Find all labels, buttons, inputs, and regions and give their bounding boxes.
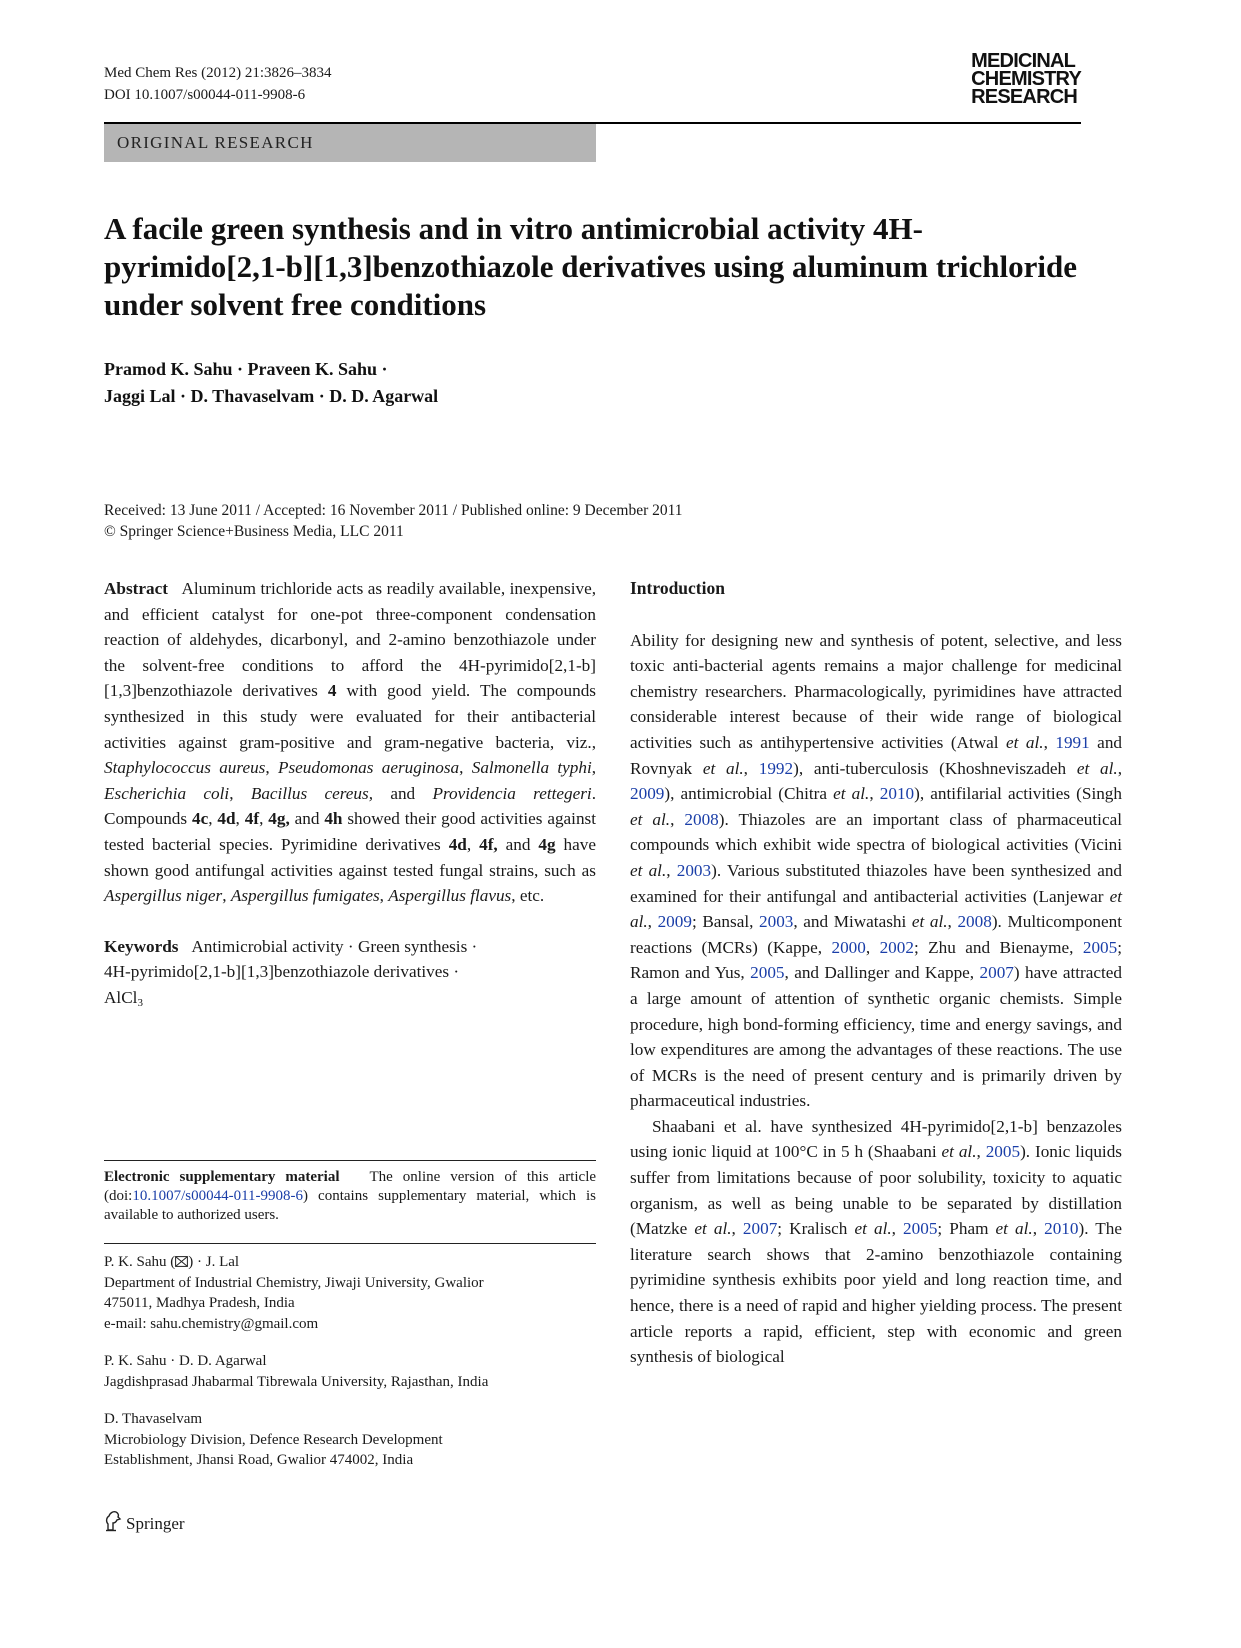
introduction-column — [630, 576, 1122, 1370]
citation-etal: et al. — [854, 1219, 892, 1239]
compound-ref: 4d — [448, 834, 467, 854]
citation-etal: et al. — [630, 860, 667, 880]
citation-etal: et al. — [833, 784, 870, 804]
abstract-text: , — [265, 758, 278, 778]
species-name: Aspergillus flavus — [388, 886, 512, 906]
introduction-paragraph — [630, 628, 1122, 1114]
author-list — [104, 356, 438, 410]
citation-link[interactable]: 2010 — [1044, 1219, 1079, 1239]
abstract-text: , — [235, 809, 245, 829]
affiliation-line: Establishment, Jhansi Road, Gwalior 474002, India — [104, 1452, 414, 1468]
compound-ref: 4g — [538, 834, 556, 854]
citation-link[interactable]: 2009 — [657, 912, 692, 932]
paragraph-text: , — [1117, 758, 1123, 778]
compound-ref: 4c — [191, 809, 209, 829]
compound-ref: 4h — [324, 809, 343, 829]
citation-link[interactable]: 2009 — [630, 784, 665, 804]
paragraph-text: ; Bansal, — [691, 912, 760, 932]
paragraph-text: ), anti-tuberculosis (Khoshneviszadeh — [793, 758, 1077, 778]
citation-link[interactable]: 1991 — [1055, 732, 1090, 752]
citation-link[interactable]: 2008 — [684, 809, 719, 829]
citation-etal: et al. — [694, 1219, 732, 1239]
abstract-text: , — [208, 809, 218, 829]
keywords — [104, 934, 596, 1017]
paragraph-text: ). Thiazoles are an important class of pharmaceutical compounds which exhibit wide spectra of biological activities (Vicini — [630, 809, 1122, 855]
keyword-line: AlCl — [104, 987, 138, 1007]
citation-link[interactable]: 2007 — [742, 1219, 778, 1239]
logo-line: CHEMISTRY — [971, 68, 1081, 90]
paragraph-text: , — [865, 937, 880, 957]
species-name: Aspergillus niger — [104, 886, 223, 906]
citation-link[interactable]: 2010 — [879, 784, 915, 804]
keyword-line: 4H-pyrimido[2,1-b][1,3]benzothiazole derivatives · — [104, 962, 460, 982]
journal-reference: Med Chem Res (2012) 21:3826–3834 — [104, 65, 332, 81]
footnote-rule — [104, 1243, 596, 1244]
citation-etal: et al. — [911, 912, 948, 932]
species-name: Bacillus cereus, — [250, 783, 373, 803]
abstract-text: , — [259, 809, 269, 829]
citation-link[interactable]: 2000 — [831, 937, 866, 957]
publication-dates — [104, 500, 683, 542]
paragraph-text: Ability for designing new and synthesis of potent, selective, and less toxic anti-bacterial agents remains a major challenge for medicinal chemistry researchers. Pharmacologically, pyrimidines have attracted considerable interest because of their wide range of biological activities such as antihypertensive activities (Atwal — [630, 630, 1122, 752]
copyright-line: © Springer Science+Business Media, LLC 2011 — [104, 523, 404, 540]
citation-link[interactable]: 1992 — [758, 758, 794, 778]
paragraph-text: , — [743, 758, 759, 778]
publisher-footer — [104, 1510, 185, 1537]
author-line: Pramod K. Sahu · Praveen K. Sahu · — [104, 359, 388, 379]
paragraph-text: , — [891, 1219, 904, 1239]
compound-ref: 4d — [217, 809, 236, 829]
paragraph-text: ), antimicrobial (Chitra — [664, 784, 834, 804]
compound-ref: 4 — [327, 681, 337, 701]
species-name: Escherichia coli — [104, 783, 230, 803]
affiliation-line: Jagdishprasad Jhabarmal Tibrewala University, Rajasthan, India — [104, 1373, 489, 1390]
logo-line: MEDICINAL — [971, 50, 1076, 72]
abstract-text: , — [229, 783, 251, 803]
springer-knight-icon — [104, 1510, 122, 1537]
abstract-text: and — [497, 834, 539, 854]
journal-logo — [971, 52, 1081, 106]
affiliation-names: D. Thavaselvam — [104, 1411, 203, 1427]
abstract-text: , — [222, 886, 231, 906]
abstract-text: showed their good activities against tested bacterial species. Pyrimidine derivatives — [104, 809, 597, 854]
abstract-text: , — [379, 886, 389, 906]
abstract — [104, 576, 596, 909]
paragraph-text: , — [976, 1142, 986, 1162]
publisher-name: Springer — [126, 1513, 185, 1533]
section-heading: Introduction — [630, 578, 725, 598]
compound-ref: 4f, — [479, 834, 498, 854]
abstract-text: Aluminum trichloride acts as readily available, inexpensive, and efficient catalyst for one-pot three-component condensation reaction of aldehydes, dicarbonyl, and 2-amino benzothiazole under the solvent-free conditions to afford the 4H-pyrimido[2,1-b][1,3]benzothiazole derivatives — [104, 579, 596, 701]
citation-etal: et al. — [1006, 732, 1044, 752]
citation-link[interactable]: 2005 — [985, 1142, 1021, 1162]
section-banner-label: ORIGINAL RESEARCH — [117, 133, 314, 152]
supplementary-doi-link[interactable]: 10.1007/s00044-011-9908-6 — [132, 1188, 304, 1204]
citation-etal: et al. — [995, 1219, 1033, 1239]
citation-etal: et al. — [630, 886, 1122, 932]
paragraph-text: ). Ionic liquids suffer from limitations because of poor solubility, toxicity to aquatic organism, as well as being unable to be separated by distillation (Matzke — [630, 1142, 1122, 1239]
abstract-text: , — [459, 758, 472, 778]
paragraph-text: , — [1043, 732, 1056, 752]
keywords-heading: Keywords — [104, 936, 179, 956]
article-title: A facile green synthesis and in vitro antimicrobial activity 4H-pyrimido[2,1-b][1,3]benzothiazole derivatives using aluminum trichloride under solvent free conditions — [104, 211, 1078, 322]
paragraph-text: , — [731, 1219, 743, 1239]
paragraph-text: ). Multicomponent reactions (MCRs) (Kappe, — [630, 912, 1123, 957]
paragraph-text: , — [947, 912, 958, 932]
author-line: Jaggi Lal · D. Thavaselvam · D. D. Agarwal — [104, 386, 439, 406]
citation-link[interactable]: 2005 — [1082, 937, 1118, 957]
affiliation-line: 475011, Madhya Pradesh, India — [104, 1295, 295, 1311]
footnote-rule — [104, 1160, 596, 1161]
paragraph-text: ). The literature search shows that 2-amino benzothiazole containing pyrimidine synthesis exhibits poor yield and long reaction time, and hence, there is a need of rapid and higher yielding process. The present article reports a rapid, efficient, step with economic and green synthesis of biological — [630, 1219, 1122, 1367]
citation-etal: et al. — [702, 758, 744, 778]
paragraph-text: Shaabani et al. have synthesized 4H-pyrimido[2,1-b] benzazoles using ionic liquid at 100°C in 5 h (Shaabani — [630, 1116, 1122, 1162]
abstract-heading: Abstract — [104, 579, 168, 598]
citation-link[interactable]: 2005 — [750, 963, 785, 983]
affiliation-block — [104, 1252, 484, 1334]
citation-etal: et al. — [630, 809, 671, 829]
citation-link[interactable]: 2007 — [979, 963, 1014, 983]
affiliation-block — [104, 1351, 488, 1392]
section-banner — [104, 124, 596, 162]
abstract-column — [104, 576, 596, 1017]
paragraph-text: ; Pham — [937, 1219, 996, 1239]
keyword-subscript: 3 — [137, 996, 143, 1009]
supplementary-text: The online version of this article (doi: — [104, 1169, 597, 1204]
paragraph-text: ) have attracted a large amount of attention of synthetic organic chemists. Simple procedure, high bond-forming efficiency, time and energy savings, and low expenditures are among the advantages of these reactions. The use of MCRs is the need of present century and is primarily driven by pharmaceutical industries. — [630, 963, 1123, 1111]
paragraph-text: ; Zhu and Bienayme, — [913, 937, 1083, 957]
citation-link[interactable]: 2008 — [957, 912, 992, 932]
abstract-text: , etc. — [511, 886, 545, 906]
affiliation-line: Department of Industrial Chemistry, Jiwaji University, Gwalior — [104, 1274, 484, 1291]
paragraph-text: , — [869, 784, 880, 804]
supplementary-text: ) contains supplementary material, which is available to authorized users. — [104, 1188, 596, 1223]
logo-line: RESEARCH — [971, 86, 1077, 108]
article-doi: DOI 10.1007/s00044-011-9908-6 — [104, 87, 306, 103]
citation-etal: et al. — [941, 1142, 977, 1162]
paragraph-text: ), antifilarial activities (Singh — [914, 784, 1122, 804]
supplementary-note — [104, 1168, 596, 1225]
species-name: Salmonella typhi — [471, 758, 592, 778]
compound-ref: 4f — [244, 809, 260, 829]
envelope-icon — [175, 1253, 188, 1264]
abstract-text: with good yield. The compounds synthesized in this study were evaluated for their antibacterial activities against gram-positive and gram-negative bacteria, viz., — [104, 681, 596, 752]
abstract-text: , — [466, 834, 480, 854]
paragraph-text: ; Kralisch — [777, 1219, 855, 1239]
paragraph-text: ; Ramon and Yus, — [630, 937, 1122, 983]
citation-link[interactable]: 2005 — [903, 1219, 938, 1239]
abstract-text: , — [591, 758, 597, 778]
paragraph-text: , — [647, 912, 658, 932]
abstract-text: have shown good antifungal activities against tested fungal strains, such as — [104, 834, 596, 880]
affiliation-block — [104, 1409, 443, 1471]
supplementary-heading: Electronic supplementary material — [104, 1169, 340, 1185]
species-name: Staphylococcus aureus — [104, 758, 266, 778]
affiliation-names: P. K. Sahu · D. D. Agarwal — [104, 1353, 267, 1369]
citation-etal: et al. — [1076, 758, 1118, 778]
affiliation-names: P. K. Sahu ( ) · J. Lal — [104, 1254, 240, 1270]
introduction-paragraph — [630, 1114, 1122, 1370]
affiliation-line: Microbiology Division, Defence Research Development — [104, 1431, 443, 1448]
paragraph-text: , — [666, 860, 677, 880]
citation-link[interactable]: 2003 — [759, 912, 794, 932]
abstract-text: and — [373, 783, 433, 803]
affiliation-email: e-mail: sahu.chemistry@gmail.com — [104, 1315, 319, 1332]
history-line: Received: 13 June 2011 / Accepted: 16 November 2011 / Published online: 9 December 2011 — [104, 502, 683, 519]
paragraph-text: and Rovnyak — [630, 732, 1123, 778]
species-name: Providencia rettegeri — [432, 783, 592, 803]
citation-link[interactable]: 2003 — [676, 860, 712, 880]
species-name: Pseudomonas aeruginosa — [277, 758, 460, 778]
paragraph-text: , and Dallinger and Kappe, — [784, 963, 980, 983]
paragraph-text: , — [1032, 1219, 1045, 1239]
abstract-text: . Compounds — [104, 783, 596, 829]
citation-link[interactable]: 2002 — [879, 937, 914, 957]
paragraph-text: , — [670, 809, 685, 829]
paragraph-text: , and Miwatashi — [793, 912, 912, 932]
abstract-text: and — [289, 809, 325, 829]
keyword-line: Antimicrobial activity · Green synthesis · — [191, 936, 478, 956]
compound-ref: 4g, — [268, 809, 290, 829]
paragraph-text: ). Various substituted thiazoles have been synthesized and examined for their antifungal and antibacterial activities (Lanjewar — [630, 860, 1123, 906]
species-name: Aspergillus fumigates — [230, 886, 380, 906]
